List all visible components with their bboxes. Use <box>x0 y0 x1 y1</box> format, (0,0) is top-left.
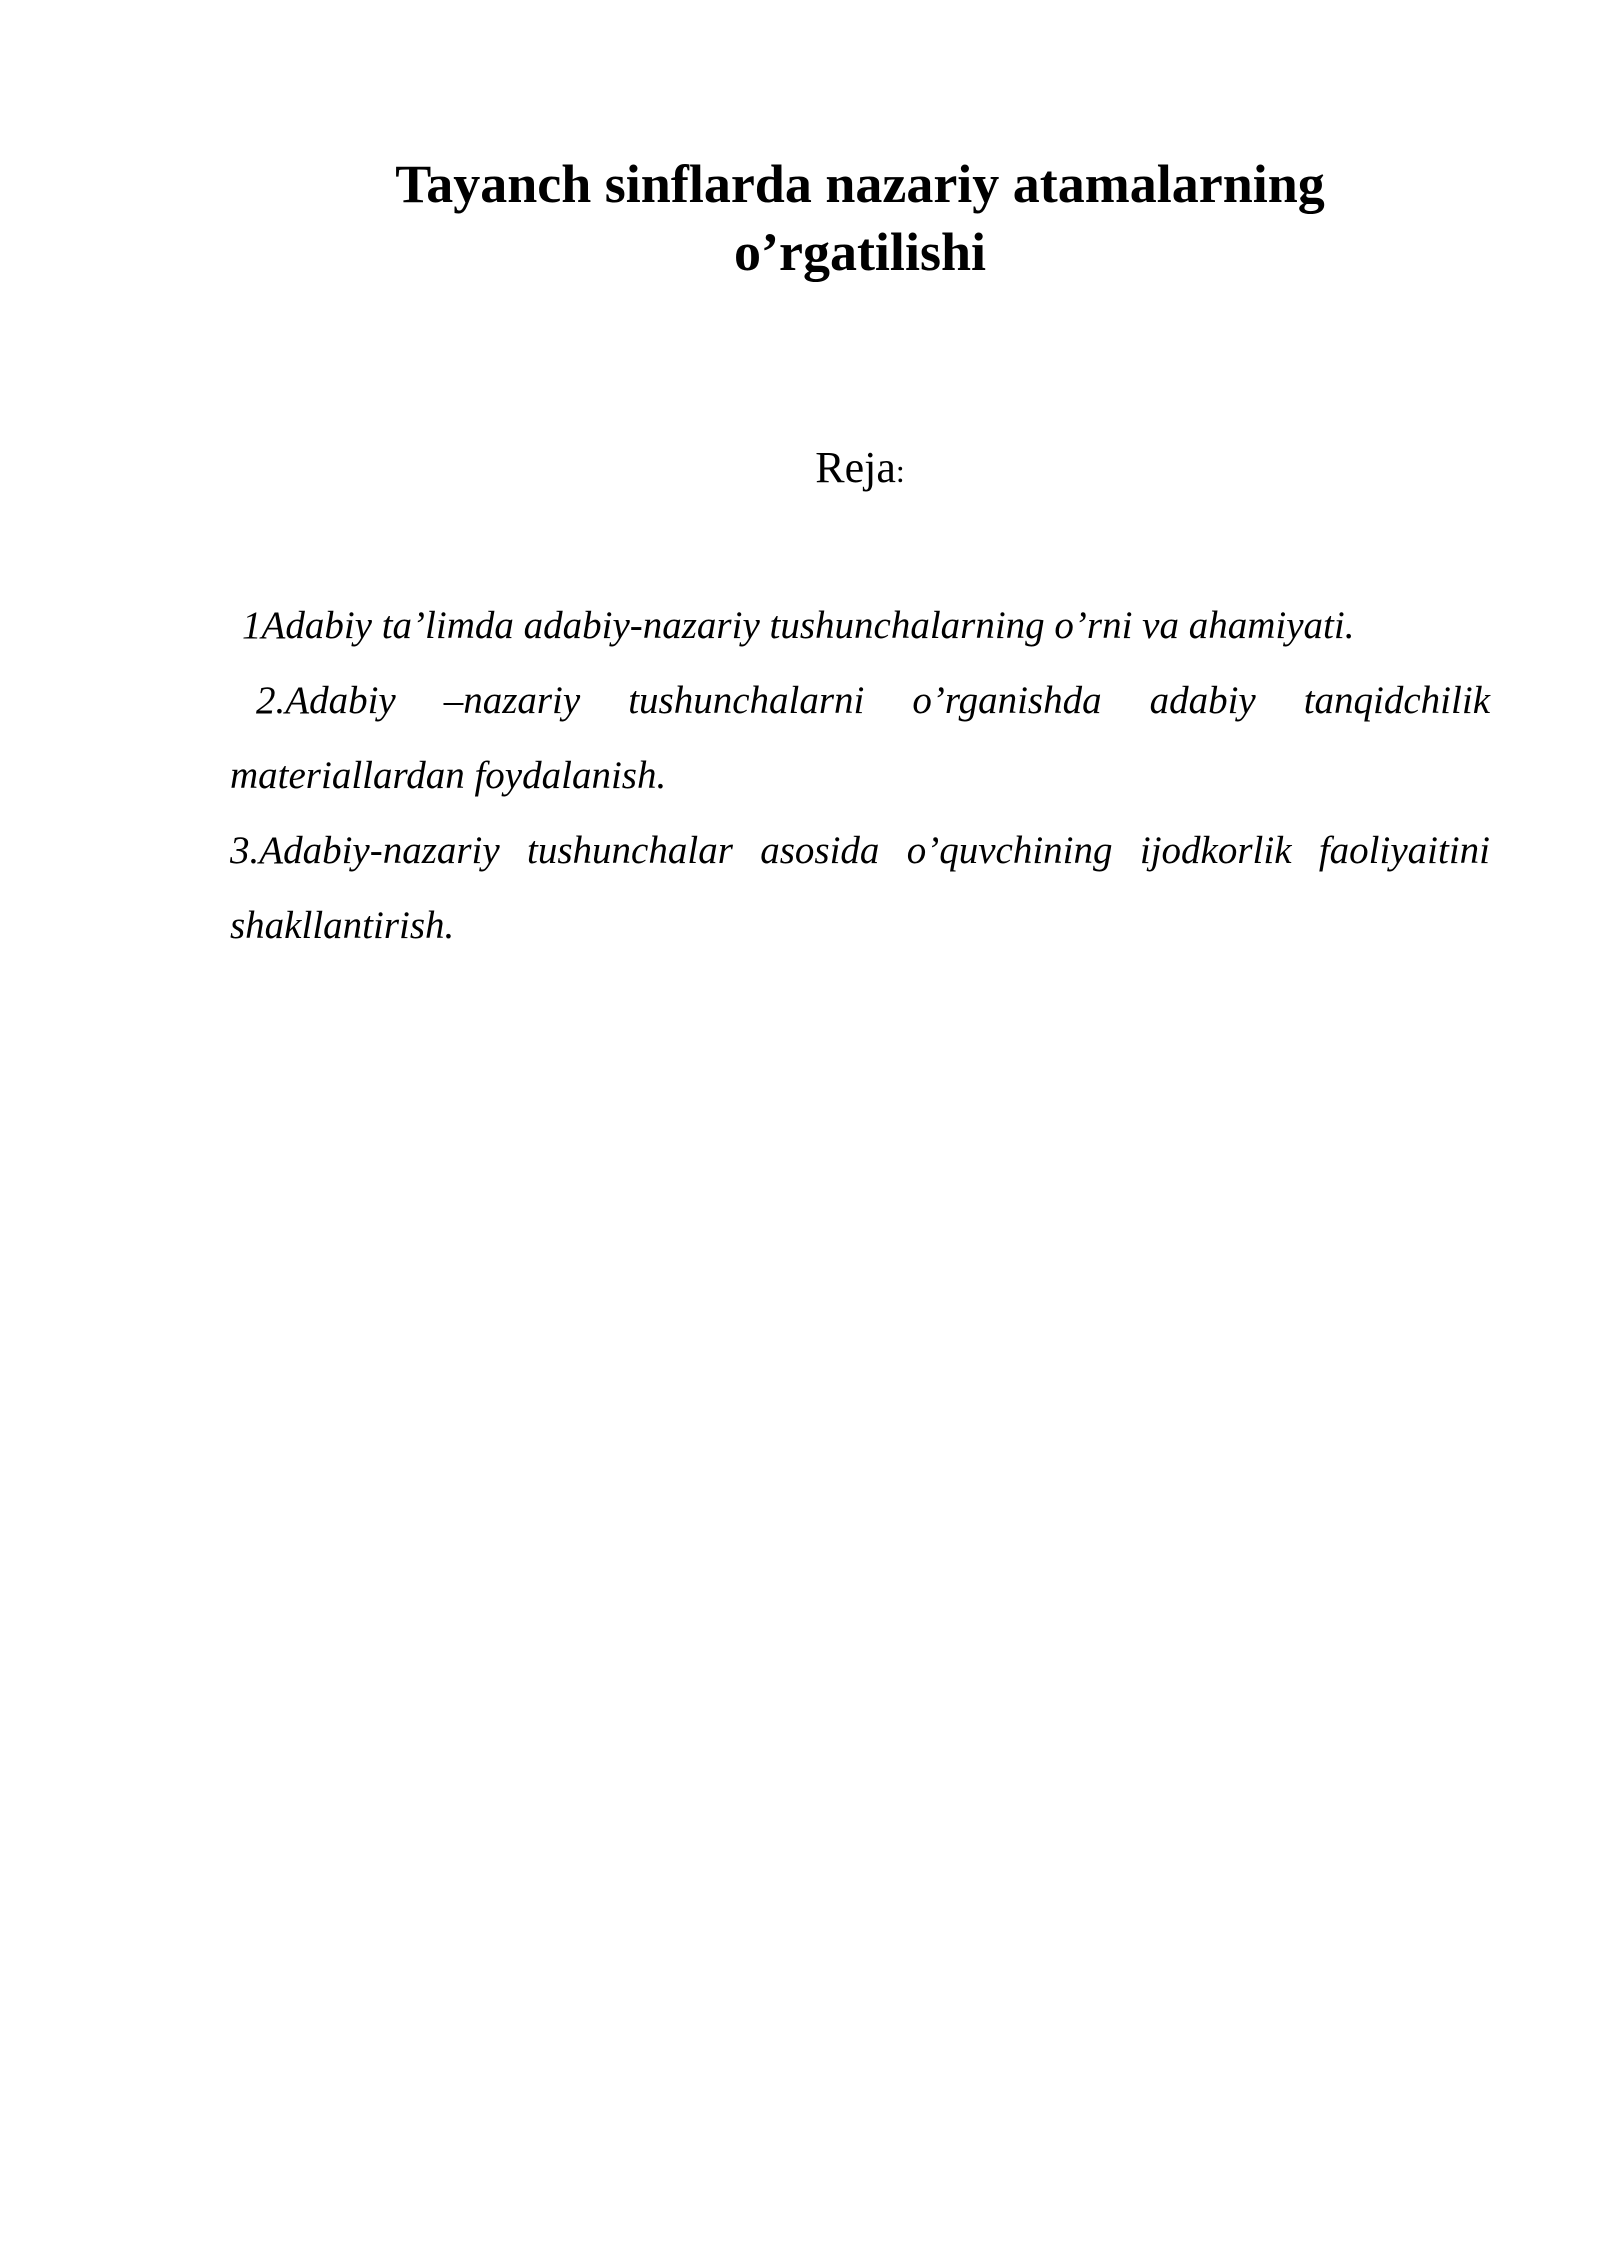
plan-list <box>230 588 1490 963</box>
plan-item-1: 1Adabiy ta’limda adabiy-nazariy tushunchalarning o’rni va ahamiyati. <box>242 604 1355 647</box>
plan-heading-text: Reja <box>815 443 896 492</box>
plan-heading-colon: : <box>895 453 905 489</box>
document-title <box>230 150 1490 286</box>
plan-item-2: 2.Adabiy –nazariy tushunchalarni o’rganishda adabiy tanqidchilik materiallardan foydalanish. <box>230 679 1490 797</box>
plan-item-3: 3.Adabiy-nazariy tushunchalar asosida o’quvchining ijodkorlik faoliyaitini shakllantirish. <box>230 829 1490 947</box>
plan-heading <box>230 440 1490 499</box>
title-line-1: Tayanch sinflarda nazariy atamalarning <box>395 154 1325 214</box>
title-line-2: o’rgatilishi <box>734 222 986 282</box>
